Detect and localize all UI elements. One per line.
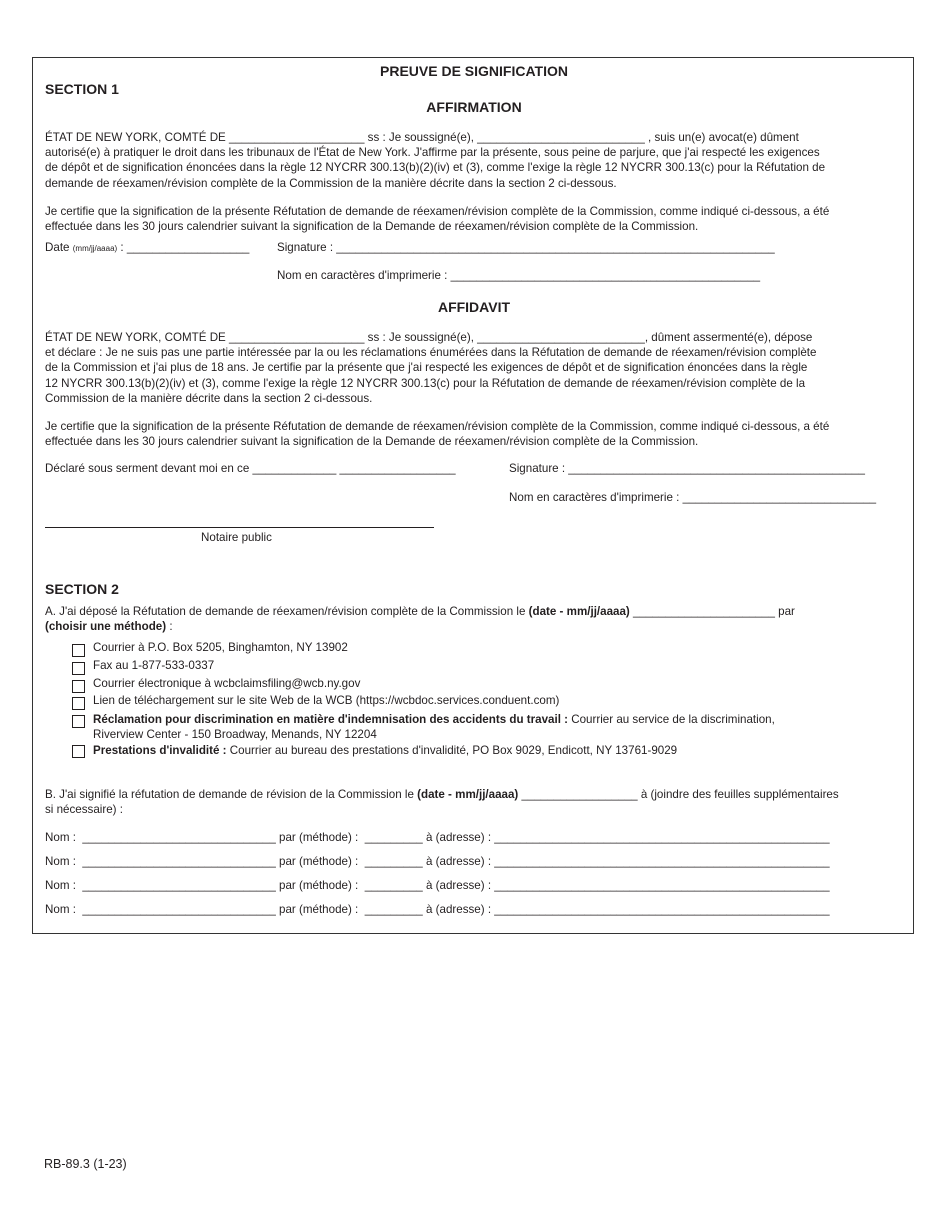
option-discrimination-label — [93, 712, 775, 742]
text-line: de dépôt et de signification énoncées dans la règle 12 NYCRR 300.13(b)(2)(iv) et (3), comme l'exige la règle 12 NYCRR 300.13(c) pour la Réfutation de — [45, 161, 826, 175]
affirmation-certification — [45, 204, 895, 234]
text-line: 12 NYCRR 300.13(b)(2)(iv) et (3), comme l'exige la règle 12 NYCRR 300.13(c) pour la Réfutation de demande de réexamen/révision complète de la — [45, 376, 806, 390]
part-b-date-label: (date - mm/jj/aaaa) — [417, 788, 519, 801]
text-line: ÉTAT DE NEW YORK, COMTÉ DE _____________________ ss : Je soussigné(e), __________________________, dûment assermenté(e), dépose — [45, 331, 813, 344]
text-line: Je certifie que la signification de la présente Réfutation de demande de réexamen/révision complète de la Commission, comme indiqué ci-dessous, a été — [45, 205, 830, 218]
affidavit-statement — [45, 330, 895, 406]
date-format-hint: (mm/jj/aaaa) — [72, 244, 118, 253]
text-line: Je certifie que la signification de la présente Réfutation de demande de réexamen/révision complète de la Commission, comme indiqué ci-dessous, a été — [45, 420, 830, 433]
part-a-date-label: (date - mm/jj/aaaa) — [528, 605, 630, 618]
checkbox-mail[interactable] — [72, 644, 85, 657]
text-line: ÉTAT DE NEW YORK, COMTÉ DE _____________________ ss : Je soussigné(e), __________________________ , suis un(e) avocat(e) dûment — [45, 131, 799, 144]
disability-text: Courrier au bureau des prestations d'invalidité, PO Box 9029, Endicott, NY 13761-9029 — [226, 744, 678, 757]
text-line: de la Commission et j'ai plus de 18 ans. Je certifie par la présente que j'ai respecté les exigences de dépôt et de signification énoncées dans la règle — [45, 361, 808, 375]
option-email-label: Courrier électronique à wcbclaimsfiling@wcb.ny.gov — [93, 677, 361, 690]
text-line: si nécessaire) : — [45, 803, 123, 817]
affidavit-certification — [45, 419, 895, 449]
form-title: PREUVE DE SIGNIFICATION — [380, 63, 568, 79]
affidavit-print-name-field[interactable]: Nom en caractères d'imprimerie : ______________________________ — [509, 491, 877, 504]
part-b-prefix: B. J'ai signifié la réfutation de demande de révision de la Commission le — [45, 788, 414, 801]
sworn-before-field[interactable]: Déclaré sous serment devant moi en ce _____________ __________________ — [45, 462, 456, 475]
option-fax-label: Fax au 1-877-533-0337 — [93, 659, 215, 672]
part-a-date-blank[interactable]: ______________________ par — [633, 605, 795, 618]
discrimination-address: Riverview Center - 150 Broadway, Menands, NY 12204 — [93, 728, 377, 741]
service-row[interactable]: Nom : ______________________________ par (méthode) : _________ à (adresse) : ____________________________________________________ — [45, 903, 830, 916]
text-line: effectuée dans les 30 jours calendrier suivant la signification de la Demande de réexamen/révision complète de la Commission. — [45, 220, 699, 234]
section-2-part-a — [45, 604, 895, 634]
checkbox-upload-link[interactable] — [72, 697, 85, 710]
section-2-label: SECTION 2 — [45, 581, 119, 597]
proof-of-service-form — [32, 57, 914, 934]
checkbox-email[interactable] — [72, 680, 85, 693]
service-row[interactable]: Nom : ______________________________ par (méthode) : _________ à (adresse) : ____________________________________________________ — [45, 855, 830, 868]
notary-signature-line[interactable] — [45, 527, 434, 528]
affirmation-statement — [45, 130, 895, 191]
text-line: autorisé(e) à pratiquer le droit dans les tribunaux de l'État de New York. J'affirme par la présente, sous peine de parjure, que j'ai respecté les exigences — [45, 146, 820, 160]
checkbox-fax[interactable] — [72, 662, 85, 675]
choose-method-label: (choisir une méthode) — [45, 620, 167, 634]
colon: : — [169, 620, 173, 634]
date-label: Date — [45, 241, 70, 254]
option-disability-label — [93, 744, 677, 757]
affidavit-signature-field[interactable]: Signature : ______________________________________________ — [509, 462, 865, 475]
checkbox-disability[interactable] — [72, 745, 85, 758]
checkbox-discrimination[interactable] — [72, 715, 85, 728]
text-line — [45, 787, 895, 802]
text-line: effectuée dans les 30 jours calendrier suivant la signification de la Demande de réexamen/révision complète de la Commission. — [45, 435, 699, 449]
text-line: Commission de la manière décrite dans la section 2 ci-dessous. — [45, 391, 373, 405]
service-row[interactable]: Nom : ______________________________ par (méthode) : _________ à (adresse) : ____________________________________________________ — [45, 879, 830, 892]
affirmation-heading: AFFIRMATION — [426, 99, 522, 115]
part-b-date-blank[interactable]: __________________ à (joindre des feuilles supplémentaires — [521, 788, 839, 801]
form-number: RB-89.3 (1-23) — [44, 1157, 127, 1171]
section-2-part-b — [45, 787, 895, 817]
text-line — [45, 604, 895, 619]
service-row[interactable]: Nom : ______________________________ par (méthode) : _________ à (adresse) : ____________________________________________________ — [45, 831, 830, 844]
section-1-label: SECTION 1 — [45, 81, 119, 97]
text-line: demande de réexamen/révision complète de la Commission de la manière décrite dans la section 2 ci-dessous. — [45, 176, 617, 190]
text-line — [45, 619, 895, 634]
date-blank: : ___________________ — [120, 241, 250, 254]
affidavit-heading: AFFIDAVIT — [437, 299, 511, 315]
affirmation-signature-field[interactable]: Signature : ____________________________________________________________________ — [277, 241, 775, 254]
notary-label: Notaire public — [201, 531, 272, 544]
disability-bold: Prestations d'invalidité : — [93, 744, 227, 757]
discrimination-text: Courrier au service de la discrimination, — [568, 713, 775, 726]
discrimination-bold: Réclamation pour discrimination en matière d'indemnisation des accidents du travail : — [93, 713, 568, 726]
text-line: et déclare : Je ne suis pas une partie intéressée par la ou les réclamations énumérées dans la Réfutation de demande de réexamen/révision complète — [45, 346, 817, 360]
part-a-prefix: A. J'ai déposé la Réfutation de demande de réexamen/révision complète de la Commission le — [45, 605, 526, 618]
affirmation-print-name-field[interactable]: Nom en caractères d'imprimerie : ________________________________________________ — [277, 269, 761, 282]
option-upload-link-label: Lien de téléchargement sur le site Web de la WCB (https://wcbdoc.services.conduent.com) — [93, 694, 560, 707]
option-mail-label: Courrier à P.O. Box 5205, Binghamton, NY 13902 — [93, 641, 348, 654]
affirmation-date-field[interactable] — [45, 241, 249, 254]
